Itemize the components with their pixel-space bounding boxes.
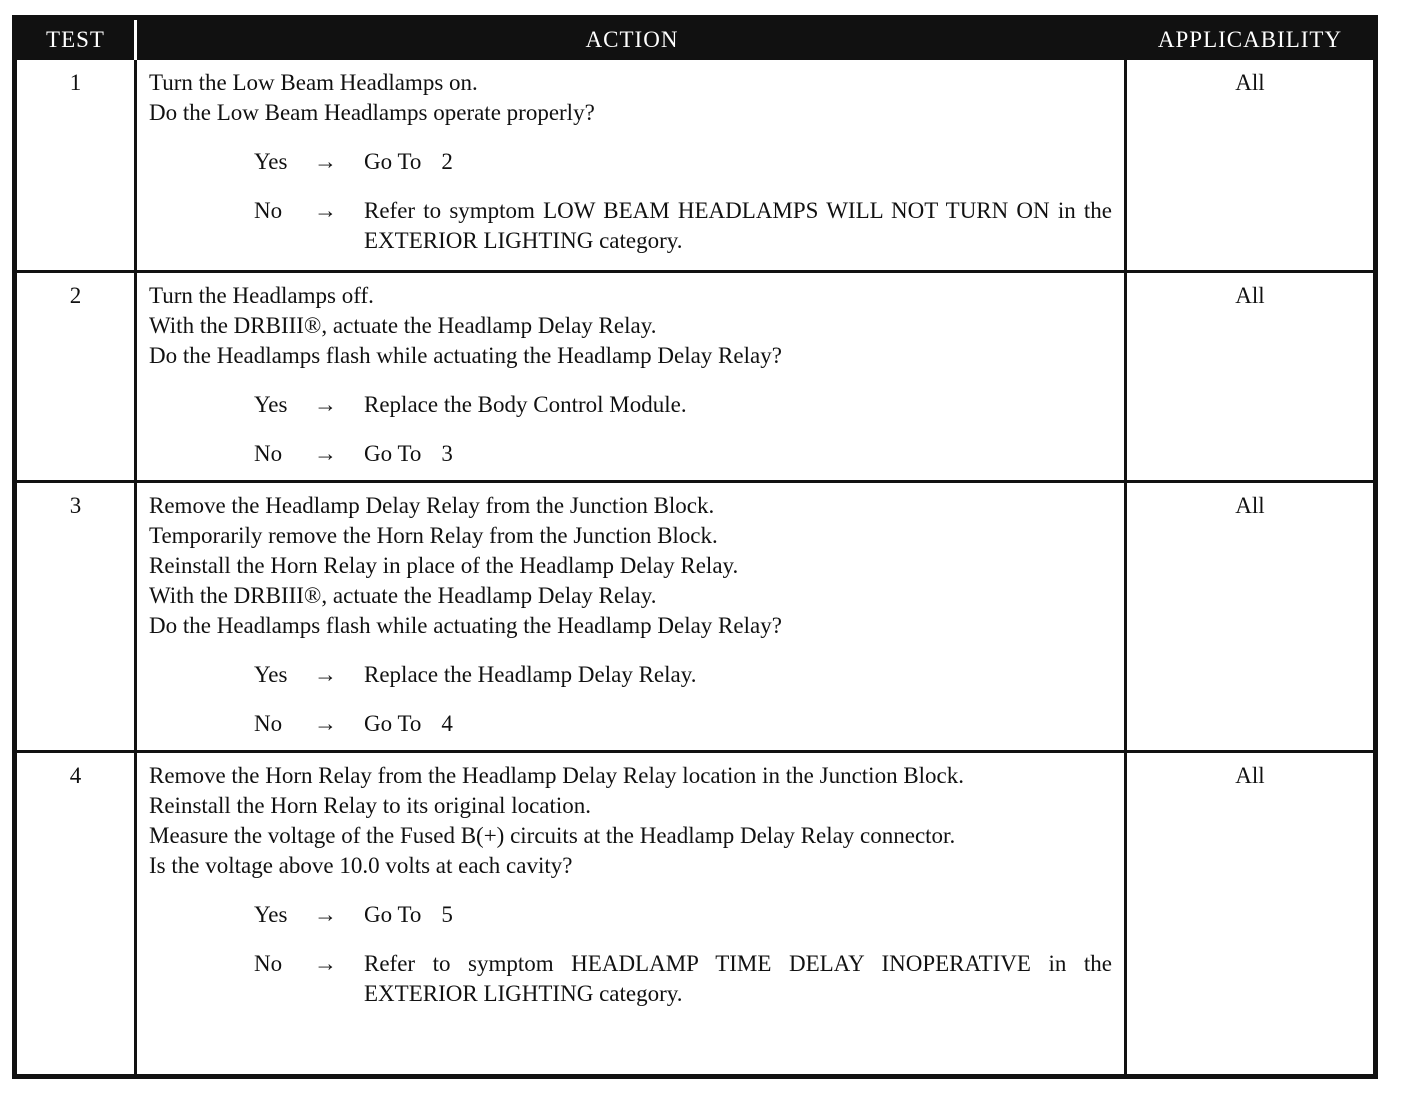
action-question: Is the voltage above 10.0 volts at each cavity? (149, 853, 573, 878)
yes-result (364, 147, 1112, 177)
answers (149, 390, 1112, 469)
go-to-number: 3 (441, 441, 453, 466)
no-result (364, 709, 1112, 739)
action-step: Remove the Headlamp Delay Relay from the Junction Block. (149, 493, 715, 518)
header-applicability: APPLICABILITY (1127, 20, 1373, 60)
right-arrow-icon: → (314, 441, 337, 466)
action-cell (137, 270, 1127, 480)
go-to-label: Go To (364, 711, 422, 736)
action-step: Reinstall the Horn Relay in place of the Headlamp Delay Relay. (149, 553, 739, 578)
yes-answer (254, 660, 1112, 690)
action-cell (137, 480, 1127, 750)
no-label: No (254, 711, 283, 736)
no-answer (254, 949, 1112, 1009)
go-to-label: Go To (364, 149, 422, 174)
right-arrow-icon: → (314, 149, 337, 174)
go-to-number: 2 (441, 149, 453, 174)
action-cell (137, 60, 1127, 270)
no-label: No (254, 441, 283, 466)
action-step: Remove the Horn Relay from the Headlamp Delay Relay location in the Junction Block. (149, 763, 965, 788)
action-step: Turn the Low Beam Headlamps on. (149, 70, 478, 95)
test-number: 4 (17, 750, 137, 1074)
go-to-label: Go To (364, 902, 422, 927)
right-arrow-icon: → (314, 198, 337, 223)
action-step: Measure the voltage of the Fused B(+) circuits at the Headlamp Delay Relay connector. (149, 823, 956, 848)
action-step: Temporarily remove the Horn Relay from the Junction Block. (149, 523, 718, 548)
yes-answer (254, 900, 1112, 930)
applicability-value: All (1127, 270, 1373, 480)
right-arrow-icon: → (314, 392, 337, 417)
go-to-number: 4 (441, 711, 453, 736)
action-question: Do the Low Beam Headlamps operate properly? (149, 100, 595, 125)
action-step: Turn the Headlamps off. (149, 283, 374, 308)
test-number: 3 (17, 480, 137, 750)
action-cell (137, 750, 1127, 1074)
right-arrow-icon: → (314, 902, 337, 927)
no-result: Refer to symptom HEADLAMP TIME DELAY INOPERATIVE in the EXTERIOR LIGHTING category. (364, 951, 1112, 1006)
action-step: With the DRBIII®, actuate the Headlamp Delay Relay. (149, 313, 657, 338)
yes-label: Yes (254, 902, 288, 927)
yes-label: Yes (254, 149, 288, 174)
applicability-value: All (1127, 750, 1373, 1074)
yes-label: Yes (254, 662, 288, 687)
yes-result: Replace the Headlamp Delay Relay. (364, 662, 697, 687)
go-to-label: Go To (364, 441, 422, 466)
right-arrow-icon: → (314, 662, 337, 687)
header-test: TEST (17, 20, 137, 60)
no-result: Refer to symptom LOW BEAM HEADLAMPS WILL NOT TURN ON in the EXTERIOR LIGHTING category. (364, 198, 1112, 253)
action-step: Reinstall the Horn Relay to its original location. (149, 793, 592, 818)
go-to-number: 5 (441, 902, 453, 927)
no-answer (254, 439, 1112, 469)
action-step: With the DRBIII®, actuate the Headlamp Delay Relay. (149, 583, 657, 608)
no-result (364, 439, 1112, 469)
test-number: 2 (17, 270, 137, 480)
action-question: Do the Headlamps flash while actuating the Headlamp Delay Relay? (149, 343, 782, 368)
no-label: No (254, 198, 283, 223)
no-answer (254, 709, 1112, 739)
applicability-value: All (1235, 70, 1265, 95)
yes-result (364, 900, 1112, 930)
test-number: 1 (17, 60, 137, 270)
answers (149, 900, 1112, 1009)
yes-answer (254, 147, 1112, 177)
yes-label: Yes (254, 392, 288, 417)
diagnostic-table (12, 15, 1378, 1079)
applicability-value: All (1127, 480, 1373, 750)
no-label: No (254, 951, 283, 976)
answers (149, 660, 1112, 739)
yes-answer (254, 390, 1112, 420)
answers (149, 147, 1112, 256)
yes-result: Replace the Body Control Module. (364, 392, 687, 417)
header-action: ACTION (137, 20, 1127, 60)
right-arrow-icon: → (314, 711, 337, 736)
action-question: Do the Headlamps flash while actuating the Headlamp Delay Relay? (149, 613, 782, 638)
right-arrow-icon: → (314, 951, 337, 976)
no-answer (254, 196, 1112, 256)
